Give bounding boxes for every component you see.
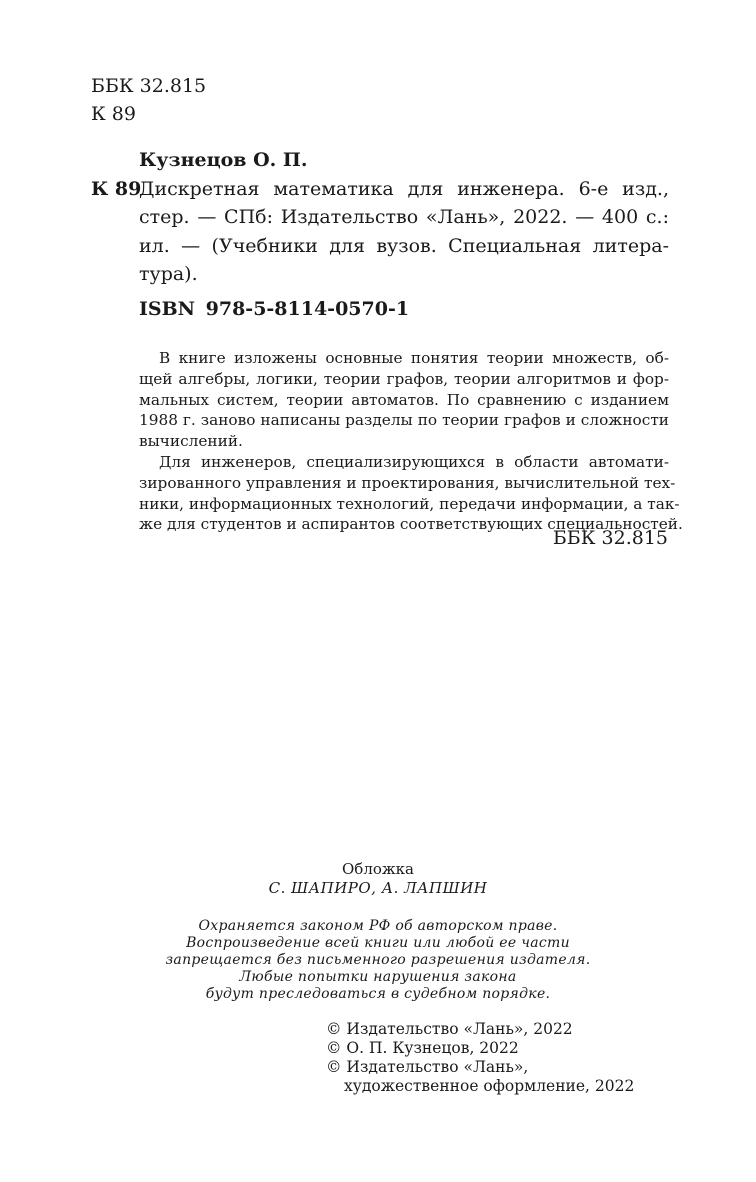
annotation-line: ники, информационных технологий, передачи информации, а так-: [139, 494, 680, 513]
rights-line: Воспроизведение всей книги или любой ее части: [186, 935, 570, 951]
rights-line: Охраняется законом РФ об авторском праве.: [198, 918, 558, 934]
annotation-line: вычислений.: [139, 432, 243, 451]
annotation: [139, 348, 683, 535]
cover-designers: С. ШАПИРО, А. ЛАПШИН: [268, 879, 488, 897]
copyright-line: художественное оформление, 2022: [344, 1077, 635, 1095]
rights-line: будут преследоваться в судебном порядке.: [205, 986, 551, 1002]
annotation-line: же для студентов и аспирантов соответствующих специальностей.: [139, 515, 683, 534]
rights-line: запрещается без письменного разрешения издателя.: [165, 952, 591, 968]
annotation-line: зированного управления и проектирования, вычислительной тех-: [139, 473, 676, 492]
bbk-code-bottom: ББК 32.815: [552, 527, 668, 549]
entry-line: ил. — (Учебники для вузов. Специальная литера-: [139, 234, 669, 257]
entry-line: стер. — СПб: Издательство «Лань», 2022. — 400 с.:: [139, 206, 669, 228]
copyright-line: © Издательство «Лань», 2022: [326, 1020, 573, 1038]
rights-notice: [0, 918, 756, 1003]
copyright-line: © О. П. Кузнецов, 2022: [326, 1039, 519, 1057]
classification-header: [91, 72, 206, 128]
bbk-code: ББК 32.815: [91, 75, 207, 97]
annotation-line: В книге изложены основные понятия теории множеств, об-: [159, 349, 669, 367]
bibliographic-entry: [91, 146, 669, 289]
entry-code: К 89: [91, 177, 142, 200]
cover-credit: [0, 860, 756, 898]
cover-label: Обложка: [341, 860, 414, 878]
isbn: ISBN 978-5-8114-0570-1: [139, 298, 410, 320]
entry-line: Дискретная математика для инженера. 6-е изд.,: [139, 177, 669, 200]
annotation-line: щей алгебры, логики, теории графов, теории алгоритмов и фор-: [139, 369, 669, 388]
rights-line: Любые попытки нарушения закона: [239, 969, 517, 985]
entry-line: тура).: [139, 263, 198, 285]
annotation-line: 1988 г. заново написаны разделы по теории графов и сложности: [139, 411, 669, 430]
annotation-line: Для инженеров, специализирующихся в области автомати-: [159, 452, 669, 471]
author-code: К 89: [91, 103, 136, 125]
author-name: Кузнецов О. П.: [139, 149, 308, 171]
annotation-line: мальных систем, теории автоматов. По сравнению с изданием: [139, 390, 669, 409]
copyright-line: © Издательство «Лань»,: [326, 1058, 529, 1076]
copyright-block: [326, 1020, 634, 1096]
